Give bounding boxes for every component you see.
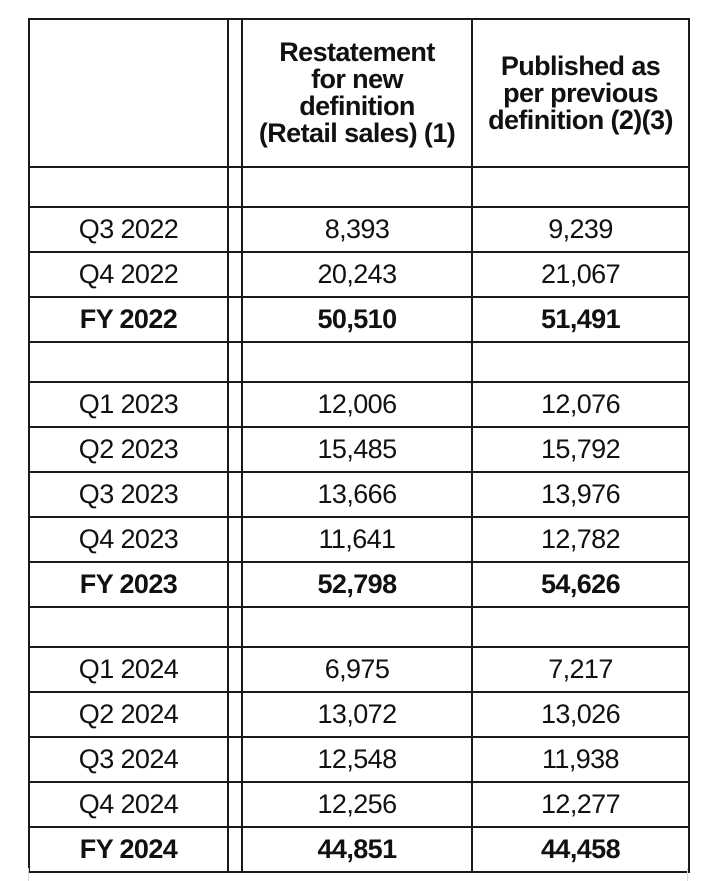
restated-value: 50,510 [242, 297, 472, 342]
table-row [29, 427, 689, 472]
period-label: Q4 2022 [29, 252, 228, 297]
table-body [29, 167, 689, 872]
gap-cell [228, 562, 242, 607]
gap-cell [228, 737, 242, 782]
period-label: Q3 2023 [29, 472, 228, 517]
published-value: 13,026 [472, 692, 689, 737]
gap-cell [228, 427, 242, 472]
published-value: 13,976 [472, 472, 689, 517]
period-label: Q1 2024 [29, 647, 228, 692]
spacer-restated-cell [242, 167, 472, 207]
period-label: Q2 2023 [29, 427, 228, 472]
published-value: 21,067 [472, 252, 689, 297]
sales-table [28, 18, 690, 873]
period-label: FY 2024 [29, 827, 228, 872]
restated-value: 20,243 [242, 252, 472, 297]
spacer-restated-cell [242, 607, 472, 647]
gap-cell [228, 297, 242, 342]
table-row [29, 692, 689, 737]
published-value: 7,217 [472, 647, 689, 692]
header-row [29, 19, 689, 167]
spacer-label-cell [29, 607, 228, 647]
header-gap-cell [228, 19, 242, 167]
published-value: 12,782 [472, 517, 689, 562]
gap-cell [228, 692, 242, 737]
spacer-row [29, 342, 689, 382]
spacer-restated-cell [242, 342, 472, 382]
table-row [29, 252, 689, 297]
restated-value: 11,641 [242, 517, 472, 562]
restated-value: 8,393 [242, 207, 472, 252]
published-value: 51,491 [472, 297, 689, 342]
spacer-row [29, 167, 689, 207]
period-label: Q3 2022 [29, 207, 228, 252]
spacer-row [29, 607, 689, 647]
period-label: FY 2022 [29, 297, 228, 342]
published-value: 54,626 [472, 562, 689, 607]
period-label: Q1 2023 [29, 382, 228, 427]
period-label: Q3 2024 [29, 737, 228, 782]
header-restated-line: (Retail sales) (1) [258, 118, 456, 148]
table-row [29, 472, 689, 517]
header-restated [242, 19, 472, 167]
spacer-gap-cell [228, 167, 242, 207]
header-published [472, 19, 689, 167]
period-label: FY 2023 [29, 562, 228, 607]
period-label: Q2 2024 [29, 692, 228, 737]
header-published-line: per previous [503, 77, 658, 108]
table-row [29, 382, 689, 427]
restated-value: 15,485 [242, 427, 472, 472]
spacer-label-cell [29, 167, 228, 207]
published-value: 44,458 [472, 827, 689, 872]
total-row [29, 297, 689, 342]
header-published-line: definition (2)(3) [488, 104, 673, 135]
published-value: 9,239 [472, 207, 689, 252]
spacer-gap-cell [228, 607, 242, 647]
table-row [29, 647, 689, 692]
gap-cell [228, 647, 242, 692]
gap-cell [228, 782, 242, 827]
header-restated-line: for new [311, 64, 403, 94]
published-value: 12,076 [472, 382, 689, 427]
table-row [29, 782, 689, 827]
page-edge [28, 868, 688, 881]
spacer-published-cell [472, 167, 689, 207]
published-value: 11,938 [472, 737, 689, 782]
total-row [29, 562, 689, 607]
restated-value: 13,666 [242, 472, 472, 517]
restated-value: 52,798 [242, 562, 472, 607]
header-empty-cell [29, 19, 228, 167]
table-row [29, 207, 689, 252]
gap-cell [228, 252, 242, 297]
header-restated-line: definition [299, 91, 415, 121]
period-label: Q4 2023 [29, 517, 228, 562]
gap-cell [228, 517, 242, 562]
period-label: Q4 2024 [29, 782, 228, 827]
published-value: 15,792 [472, 427, 689, 472]
spacer-label-cell [29, 342, 228, 382]
header-published-line: Published as [500, 50, 661, 81]
spacer-gap-cell [228, 342, 242, 382]
published-value: 12,277 [472, 782, 689, 827]
restated-value: 44,851 [242, 827, 472, 872]
gap-cell [228, 472, 242, 517]
restated-value: 6,975 [242, 647, 472, 692]
gap-cell [228, 382, 242, 427]
spacer-published-cell [472, 342, 689, 382]
restated-value: 12,006 [242, 382, 472, 427]
restated-value: 13,072 [242, 692, 472, 737]
table-row [29, 737, 689, 782]
spacer-published-cell [472, 607, 689, 647]
gap-cell [228, 827, 242, 872]
header-restated-line: Restatement [279, 37, 435, 67]
table-row [29, 517, 689, 562]
gap-cell [228, 207, 242, 252]
restated-value: 12,256 [242, 782, 472, 827]
total-row [29, 827, 689, 872]
restated-value: 12,548 [242, 737, 472, 782]
